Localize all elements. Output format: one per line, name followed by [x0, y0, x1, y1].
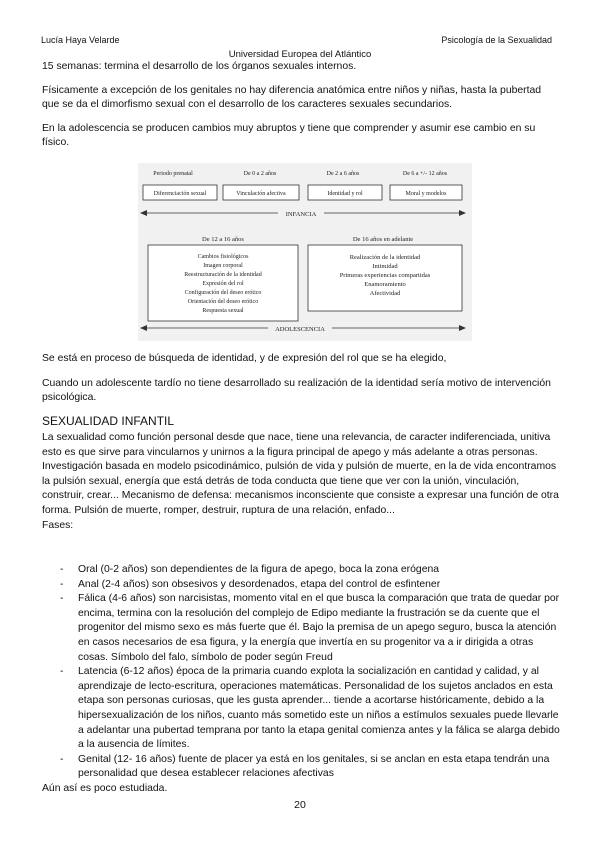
adol-right-item: Intimidad: [372, 263, 398, 270]
paragraph: En la adolescencia se producen cambios muy abruptos y tiene que comprender y asumir ese cambio en su físico.: [42, 122, 536, 149]
paragraph: Investigación basada en modelo psicodinámico, pulsión de vida y pulsión de muerte, en la de vida encontramos la pulsión sexual, energía que está detrás de toda conducta que tiene que ver con la unión, vinculación, construir, crear... Mecanismo de defensa: mecanismos inconsciente que consiste a expresar una función de otra forma. Pulsión de muerte, romper, destruir, ruptura de una relación, enfado...: [42, 461, 559, 516]
phase-text: Oral (0-2 años) son dependientes de la figura de apego, boca la zona erógena: [78, 564, 440, 575]
paragraph: Fases:: [42, 519, 74, 531]
infancia-box-label: Identidad y rol: [327, 191, 363, 197]
phase-text: Genital (12- 16 años) fuente de placer ya está en los genitales, si se anclan en esta etapa tendrán una personalidad que desea establecer relaciones afectivas: [78, 753, 550, 780]
adol-right-item: Realización de la identidad: [349, 254, 421, 261]
list-item: - Anal (2-4 años) son obsesivos y desordenados, etapa del control de esfintener: [60, 578, 441, 590]
adol-left-item: Cambios fisiológicos: [197, 254, 249, 260]
paragraph: Cuando un adolescente tardío no tiene desarrollado su realización de la identidad sería motivo de intervención psicológica.: [42, 377, 551, 404]
paragraph: Se está en proceso de búsqueda de identidad, y de expresión del rol que se ha elegido,: [42, 353, 447, 364]
arrow-head-left: [140, 325, 147, 331]
section-title: SEXUALIDAD INFANTIL: [42, 414, 175, 428]
adol-right-item: Afectividad: [369, 290, 401, 297]
adol-left-item: Configuración del deseo erótico: [184, 290, 262, 296]
header-subject: Psicología de la Sexualidad: [441, 35, 552, 45]
adol-left-item: Reestructuración de la identidad: [184, 272, 262, 278]
paragraph: Físicamente a excepción de los genitales no hay diferencia anatómica entre niños y niñas, hasta la pubertad que se da el dimorfismo sexual con el desarrollo de los caracteres sexuales secundarios.: [42, 84, 542, 111]
infancia-box-label: Vinculación afectiva: [236, 191, 286, 197]
adol-right-title: De 16 años en adelante: [352, 236, 414, 243]
adol-right-item: Enamoramiento: [364, 281, 406, 288]
adol-left-item: Orientación del deseo erótico: [187, 299, 259, 305]
arrow-head-right: [459, 210, 466, 216]
paragraph: 15 semanas: termina el desarrollo de los órganos sexuales internos.: [42, 61, 357, 72]
adol-left-item: Respuesta sexual: [202, 308, 244, 314]
list-item: - Fálica (4-6 años) son narcisistas, momento vital en el que busca la comparación que trata de quedar por encima, termina con la resolución del complejo de Edipo mediante la frustración se da cuente que el progenitor del mismo sexo es más fuerte que él. Bajo la premisa de un apego seguro, busca la atención en casos necesarios de esa figura, y la energía que invertía en su progenitor va a ir dirigida a otras cosas. Símbolo del falo, símbolo de poder según Freud: [60, 593, 560, 663]
development-diagram: [138, 163, 472, 341]
adol-label: ADOLESCENCIA: [275, 326, 325, 333]
list-item: - Genital (12- 16 años) fuente de placer ya está en los genitales, si se anclan en esta etapa tendrán una personalidad que desea establecer relaciones afectivas: [60, 753, 550, 780]
page-number: 20: [294, 799, 306, 811]
arrow-head-left: [140, 210, 147, 216]
phase-text: Latencia (6-12 años) época de la primaria cuando explota la socialización en cantidad y calidad, y al aprendizaje de lecto-escritura, operaciones matemáticas. Personalidad de los sujetos anclados en esta etapa son personas curiosas, que les gusta aprender... tiende a acortarse históricamente, debido a la hipersexualización de los niños, cuanto más sometido este un niños a estímulos sexuales puede llevarle a adelantar una pubertad temprana por tanto la etapa genital comienza antes y la fálica se alarga debido a la ausencia de límites.: [78, 666, 560, 751]
phases-list: [60, 563, 560, 782]
paragraph: La sexualidad como función personal desde que nace, tiene una relevancia, de caracter indiferenciada, unitiva esto es que sirve para vincularnos y unirnos a la figura principal de apego y más adelante a otras personas.: [42, 432, 551, 458]
header-university: Universidad Europea del Atlántico: [228, 49, 372, 60]
period-label: De 6 a +/- 12 años: [402, 171, 448, 177]
list-item: - Latencia (6-12 años) época de la primaria cuando explota la socialización en cantidad y calidad, y al aprendizaje de lecto-escritura, operaciones matemáticas. Personalidad de los sujetos anclados en esta etapa son personas curiosas, que les gusta aprender... tiende a acortarse históricamente, debido a la hipersexualización de los niños, cuanto más sometido este un niños a estímulos sexuales puede llevarle a adelantar una pubertad temprana por tanto la etapa genital comienza antes y la fálica se alarga debido a la ausencia de límites.: [60, 666, 560, 751]
after-diagram-block: [42, 352, 560, 406]
diagram-svg: [138, 163, 472, 341]
period-label: Periodo prenatal: [153, 171, 193, 177]
arrow-head-right: [459, 325, 466, 331]
list-item: - Oral (0-2 años) son dependientes de la figura de apego, boca la zona erógena: [60, 564, 440, 575]
closing-line: Aún así es poco estudiada.: [42, 783, 168, 794]
header-author: Lucía Haya Velarde: [41, 35, 120, 45]
section-body: [42, 431, 560, 533]
adol-left-item: Imagen corporal: [203, 263, 243, 269]
infancia-box-label: Diferenciación sexual: [153, 191, 207, 197]
intro-block: [42, 60, 560, 151]
phase-text: Fálica (4-6 años) son narcisistas, momento vital en el que busca la comparación que trata de quedar por encima, termina con la resolución del complejo de Edipo mediante la frustración se da cuente que el progenitor del mismo sexo es más fuerte que él. Bajo la premisa de un apego seguro, busca la atención en casos necesarios de esa figura, y la energía que invertía en su progenitor va a ir dirigida a otras cosas. Símbolo del falo, símbolo de poder según Freud: [78, 593, 560, 663]
adol-right-item: Primeras experiencias compartidas: [339, 272, 431, 279]
adol-left-title: De 12 a 16 años: [202, 236, 244, 243]
phase-text: Anal (2-4 años) son obsesivos y desordenados, etapa del control de esfintener: [78, 578, 441, 590]
infancia-box-label: Moral y modelos: [405, 191, 447, 197]
adol-left-item: Expresión del rol: [202, 281, 244, 287]
infancia-label: INFANCIA: [285, 211, 317, 218]
period-label: De 0 a 2 años: [243, 171, 277, 177]
period-label: De 2 a 6 años: [326, 171, 360, 177]
